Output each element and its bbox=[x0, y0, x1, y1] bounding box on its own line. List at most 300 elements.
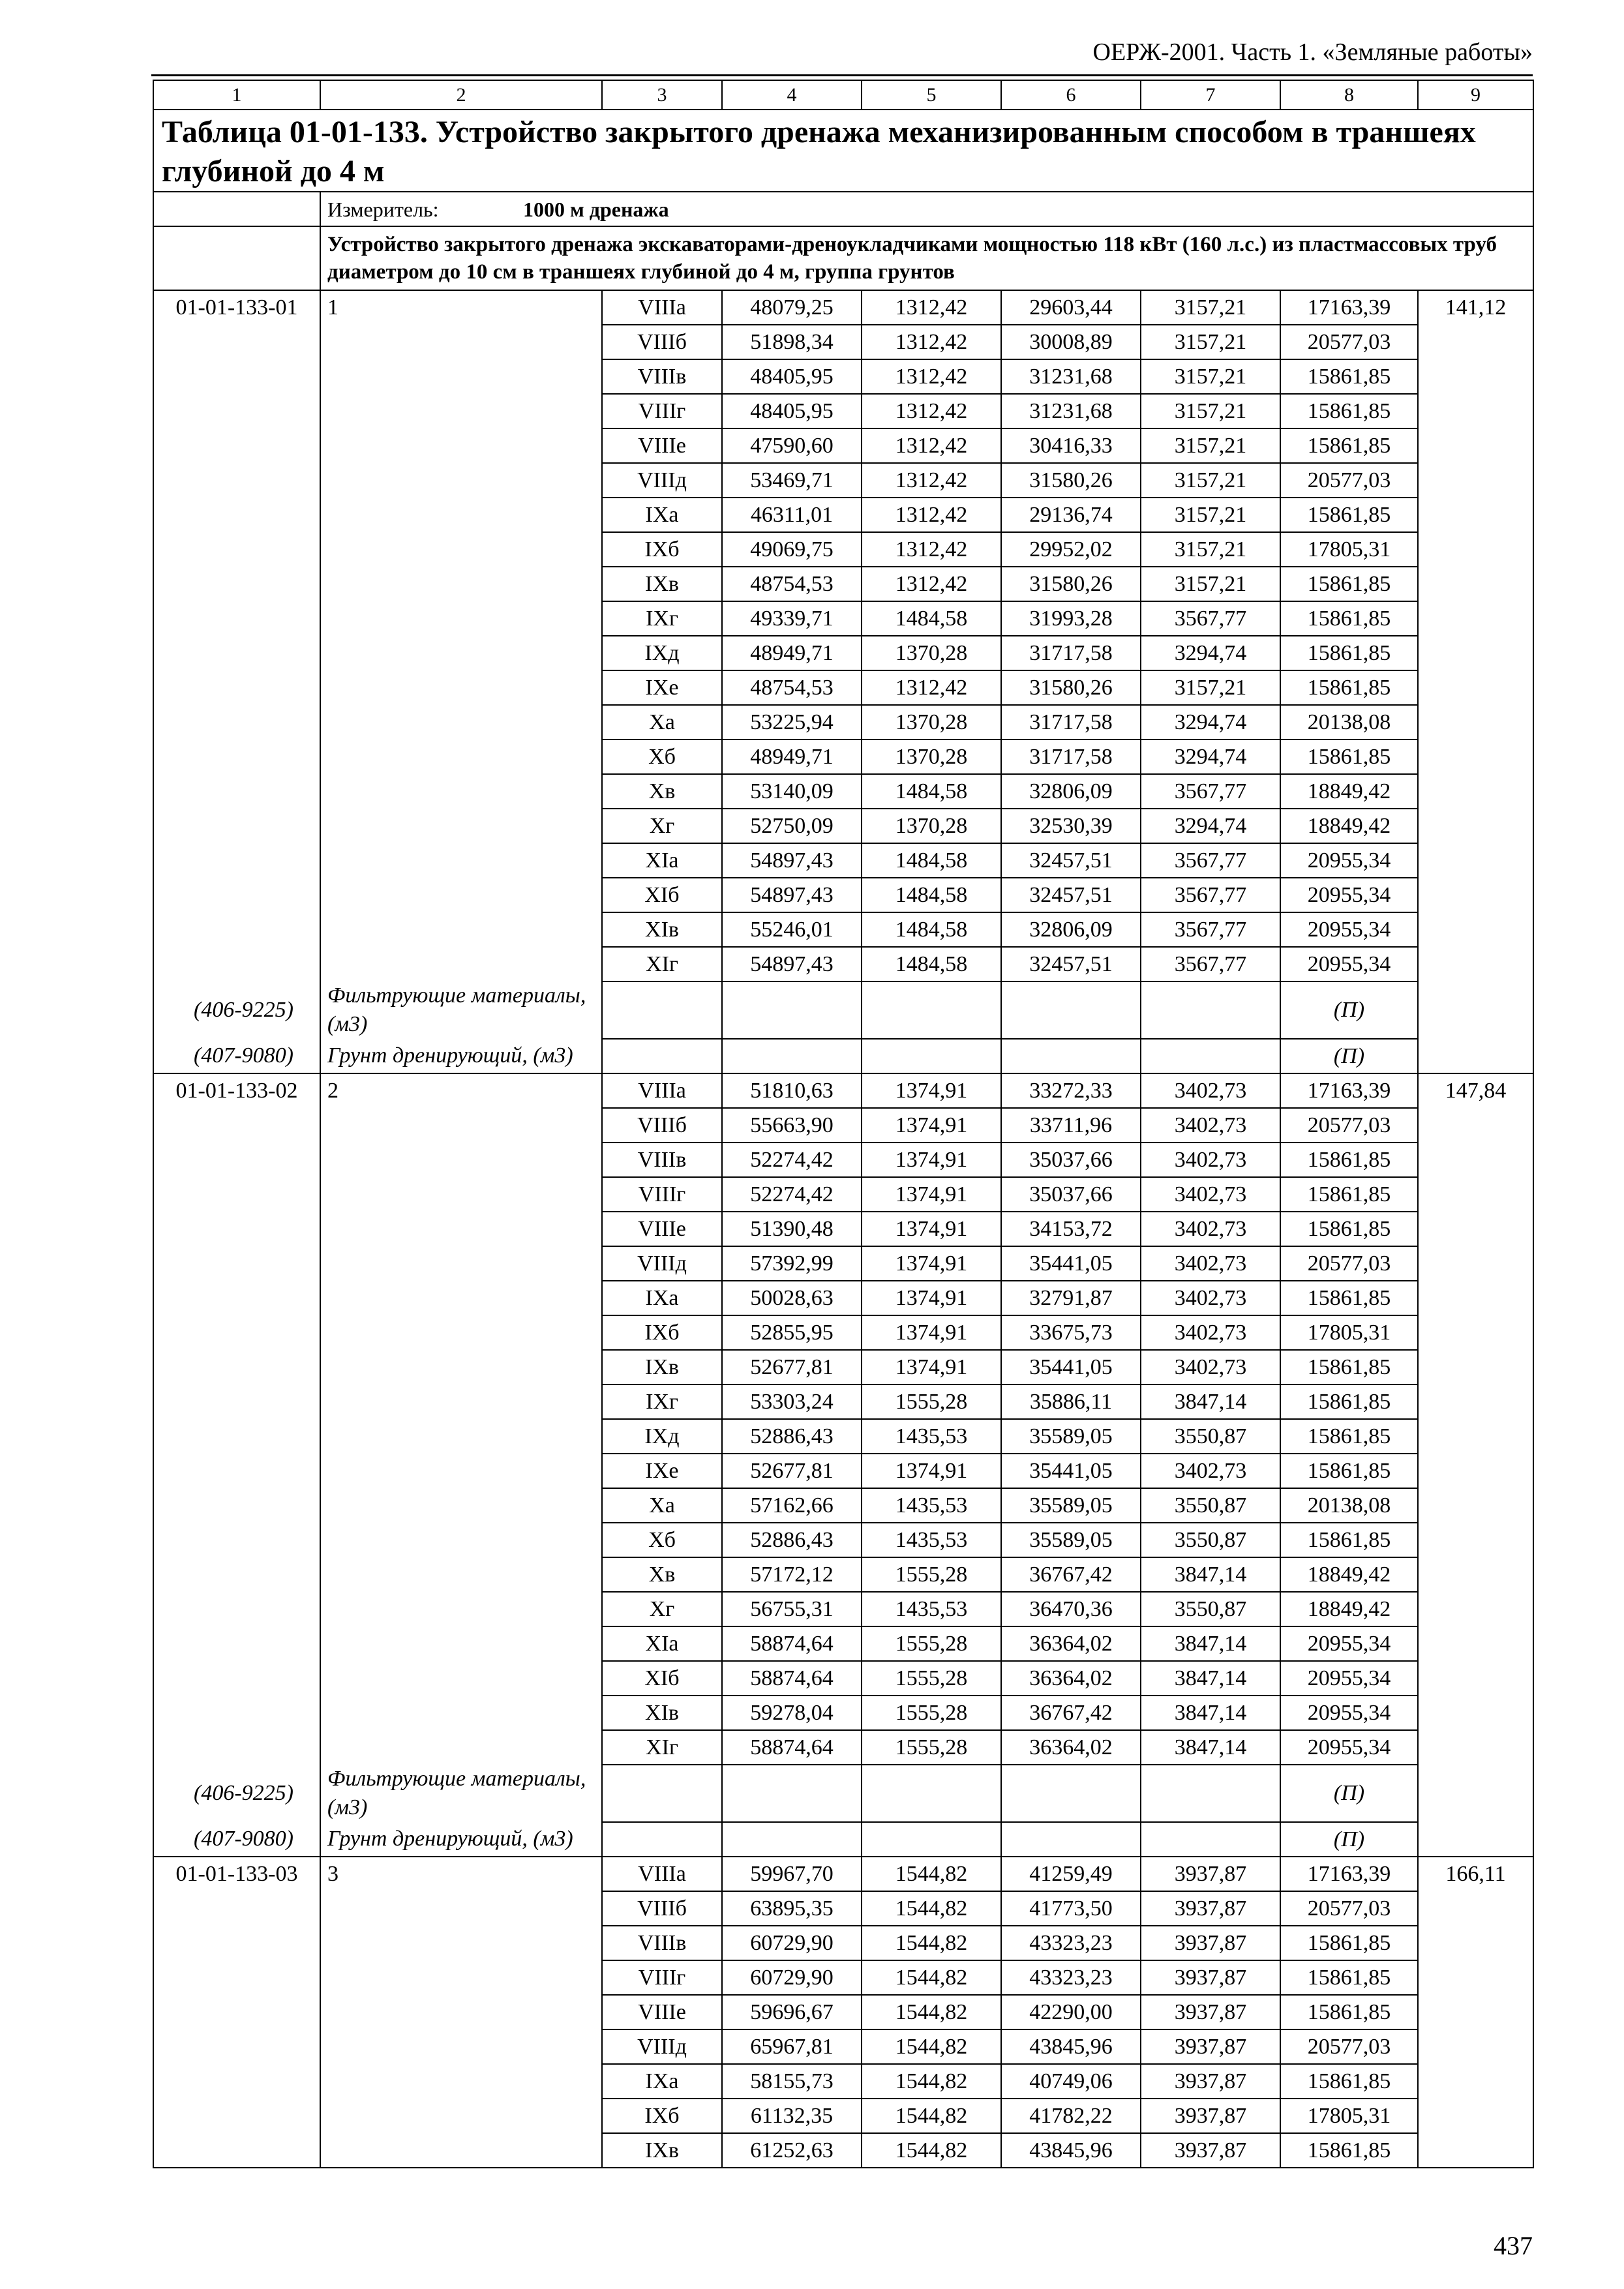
value-cell: 40749,06 bbox=[1001, 2064, 1141, 2099]
value-cell: 3550,87 bbox=[1141, 1488, 1280, 1523]
table-row bbox=[153, 1696, 1533, 1730]
value-cell: 1374,91 bbox=[862, 1350, 1001, 1384]
value-cell: 3567,77 bbox=[1141, 878, 1280, 912]
soil-group: VIIIа bbox=[602, 1073, 722, 1108]
value-cell: 53469,71 bbox=[722, 463, 862, 498]
extra-cell bbox=[1418, 1212, 1533, 1246]
value-cell: 54897,43 bbox=[722, 947, 862, 981]
position-cell bbox=[320, 1281, 602, 1315]
code-cell bbox=[153, 325, 320, 359]
table-row bbox=[153, 947, 1533, 981]
value-cell: 51810,63 bbox=[722, 1073, 862, 1108]
value-cell: 61132,35 bbox=[722, 2099, 862, 2133]
value-cell: 48405,95 bbox=[722, 359, 862, 394]
empty-cell bbox=[602, 1039, 722, 1073]
resource-row bbox=[153, 1822, 1533, 1857]
value-cell: 1312,42 bbox=[862, 325, 1001, 359]
code-cell bbox=[153, 2133, 320, 2168]
value-cell: 15861,85 bbox=[1280, 1350, 1418, 1384]
soil-group: Xв bbox=[602, 1557, 722, 1592]
value-cell: 15861,85 bbox=[1280, 1454, 1418, 1488]
value-cell: 1484,58 bbox=[862, 843, 1001, 878]
value-cell: 15861,85 bbox=[1280, 1419, 1418, 1454]
value-cell: 60729,90 bbox=[722, 1926, 862, 1960]
value-cell: 43845,96 bbox=[1001, 2029, 1141, 2064]
value-cell: 51390,48 bbox=[722, 1212, 862, 1246]
position-cell bbox=[320, 636, 602, 670]
table-row bbox=[153, 1350, 1533, 1384]
value-cell: 20955,34 bbox=[1280, 1661, 1418, 1696]
table-row bbox=[153, 1073, 1533, 1108]
value-cell: 20577,03 bbox=[1280, 325, 1418, 359]
value-cell: 59696,67 bbox=[722, 1995, 862, 2029]
code-cell bbox=[153, 2029, 320, 2064]
resource-unit: (П) bbox=[1280, 1765, 1418, 1822]
position-cell bbox=[320, 1315, 602, 1350]
table-row bbox=[153, 878, 1533, 912]
value-cell: 36767,42 bbox=[1001, 1696, 1141, 1730]
value-cell: 3402,73 bbox=[1141, 1177, 1280, 1212]
extra-cell bbox=[1418, 1626, 1533, 1661]
value-cell: 1435,53 bbox=[862, 1592, 1001, 1626]
value-cell: 61252,63 bbox=[722, 2133, 862, 2168]
table-row bbox=[153, 498, 1533, 532]
empty-cell bbox=[862, 1039, 1001, 1073]
running-header: ОЕРЖ-2001. Часть 1. «Земляные работы» bbox=[1092, 38, 1533, 66]
value-cell: 15861,85 bbox=[1280, 1995, 1418, 2029]
extra-cell bbox=[1418, 636, 1533, 670]
value-cell: 35441,05 bbox=[1001, 1454, 1141, 1488]
position-cell: 1 bbox=[320, 290, 602, 325]
soil-group: IXд bbox=[602, 636, 722, 670]
position-cell bbox=[320, 809, 602, 843]
extra-cell bbox=[1418, 532, 1533, 567]
table-row bbox=[153, 705, 1533, 740]
extra-cell bbox=[1418, 1246, 1533, 1281]
soil-group: VIIIе bbox=[602, 428, 722, 463]
position-cell: 2 bbox=[320, 1073, 602, 1108]
value-cell: 32457,51 bbox=[1001, 878, 1141, 912]
value-cell: 1555,28 bbox=[862, 1626, 1001, 1661]
empty-cell bbox=[1141, 1765, 1280, 1822]
position-cell bbox=[320, 1730, 602, 1765]
table-row bbox=[153, 2029, 1533, 2064]
table-title: Таблица 01-01-133. Устройство закрытого дренажа механизированным способом в траншеях глубиной до 4 м bbox=[153, 110, 1533, 192]
code-cell: 01-01-133-02 bbox=[153, 1073, 320, 1108]
position-cell bbox=[320, 1661, 602, 1696]
soil-group: VIIIв bbox=[602, 359, 722, 394]
soil-group: VIIIе bbox=[602, 1212, 722, 1246]
soil-group: VIIIг bbox=[602, 1960, 722, 1995]
value-cell: 3294,74 bbox=[1141, 636, 1280, 670]
value-cell: 15861,85 bbox=[1280, 670, 1418, 705]
value-cell: 55663,90 bbox=[722, 1108, 862, 1143]
value-cell: 3937,87 bbox=[1141, 2099, 1280, 2133]
value-cell: 1370,28 bbox=[862, 636, 1001, 670]
value-cell: 18849,42 bbox=[1280, 774, 1418, 809]
value-cell: 56755,31 bbox=[722, 1592, 862, 1626]
code-cell bbox=[153, 359, 320, 394]
position-cell bbox=[320, 912, 602, 947]
value-cell: 1484,58 bbox=[862, 601, 1001, 636]
column-number: 9 bbox=[1418, 80, 1533, 110]
value-cell: 20138,08 bbox=[1280, 705, 1418, 740]
position-cell bbox=[320, 740, 602, 774]
position-cell bbox=[320, 1926, 602, 1960]
value-cell: 1374,91 bbox=[862, 1143, 1001, 1177]
code-cell: 01-01-133-01 bbox=[153, 290, 320, 325]
value-cell: 32806,09 bbox=[1001, 774, 1141, 809]
table-row bbox=[153, 601, 1533, 636]
value-cell: 29136,74 bbox=[1001, 498, 1141, 532]
extra-cell bbox=[1418, 1891, 1533, 1926]
value-cell: 15861,85 bbox=[1280, 1960, 1418, 1995]
value-cell: 3567,77 bbox=[1141, 947, 1280, 981]
code-cell bbox=[153, 2064, 320, 2099]
code-cell bbox=[153, 1419, 320, 1454]
value-cell: 15861,85 bbox=[1280, 601, 1418, 636]
extra-cell bbox=[1418, 1765, 1533, 1822]
table-row bbox=[153, 1592, 1533, 1626]
soil-group: VIIIе bbox=[602, 1995, 722, 2029]
extra-cell bbox=[1418, 981, 1533, 1039]
value-cell: 32791,87 bbox=[1001, 1281, 1141, 1315]
position-cell bbox=[320, 1384, 602, 1419]
value-cell: 3847,14 bbox=[1141, 1730, 1280, 1765]
resource-row bbox=[153, 981, 1533, 1039]
value-cell: 20955,34 bbox=[1280, 1696, 1418, 1730]
soil-group: Xб bbox=[602, 1523, 722, 1557]
code-cell bbox=[153, 1592, 320, 1626]
soil-group: XIг bbox=[602, 1730, 722, 1765]
description-spacer bbox=[153, 226, 320, 290]
value-cell: 15861,85 bbox=[1280, 394, 1418, 428]
value-cell: 46311,01 bbox=[722, 498, 862, 532]
value-cell: 58155,73 bbox=[722, 2064, 862, 2099]
value-cell: 15861,85 bbox=[1280, 1281, 1418, 1315]
value-cell: 18849,42 bbox=[1280, 1592, 1418, 1626]
empty-cell bbox=[1141, 1039, 1280, 1073]
soil-group: VIIIб bbox=[602, 325, 722, 359]
value-cell: 1544,82 bbox=[862, 2133, 1001, 2168]
position-cell bbox=[320, 2064, 602, 2099]
extra-cell bbox=[1418, 1557, 1533, 1592]
description-row bbox=[153, 226, 1533, 290]
empty-cell bbox=[602, 1765, 722, 1822]
code-cell bbox=[153, 1661, 320, 1696]
column-number: 8 bbox=[1280, 80, 1418, 110]
soil-group: IXе bbox=[602, 670, 722, 705]
table-row bbox=[153, 843, 1533, 878]
position-cell bbox=[320, 601, 602, 636]
soil-group: Xа bbox=[602, 1488, 722, 1523]
value-cell: 57172,12 bbox=[722, 1557, 862, 1592]
soil-group: VIIIв bbox=[602, 1926, 722, 1960]
extra-cell bbox=[1418, 498, 1533, 532]
position-cell bbox=[320, 1995, 602, 2029]
value-cell: 1370,28 bbox=[862, 809, 1001, 843]
code-cell bbox=[153, 532, 320, 567]
resource-unit: (П) bbox=[1280, 1039, 1418, 1073]
value-cell: 48754,53 bbox=[722, 567, 862, 601]
value-cell: 3550,87 bbox=[1141, 1419, 1280, 1454]
extra-cell: 147,84 bbox=[1418, 1073, 1533, 1108]
value-cell: 1435,53 bbox=[862, 1419, 1001, 1454]
code-cell bbox=[153, 1995, 320, 2029]
soil-group: VIIIг bbox=[602, 1177, 722, 1212]
value-cell: 3402,73 bbox=[1141, 1108, 1280, 1143]
value-cell: 3402,73 bbox=[1141, 1143, 1280, 1177]
value-cell: 58874,64 bbox=[722, 1661, 862, 1696]
value-cell: 20138,08 bbox=[1280, 1488, 1418, 1523]
soil-group: Xг bbox=[602, 1592, 722, 1626]
value-cell: 3157,21 bbox=[1141, 670, 1280, 705]
value-cell: 17163,39 bbox=[1280, 1073, 1418, 1108]
value-cell: 57392,99 bbox=[722, 1246, 862, 1281]
value-cell: 3847,14 bbox=[1141, 1661, 1280, 1696]
code-cell bbox=[153, 463, 320, 498]
table-row bbox=[153, 1384, 1533, 1419]
value-cell: 58874,64 bbox=[722, 1626, 862, 1661]
value-cell: 31717,58 bbox=[1001, 705, 1141, 740]
value-cell: 3402,73 bbox=[1141, 1073, 1280, 1108]
value-cell: 3294,74 bbox=[1141, 705, 1280, 740]
value-cell: 32457,51 bbox=[1001, 947, 1141, 981]
table-row bbox=[153, 463, 1533, 498]
value-cell: 3294,74 bbox=[1141, 740, 1280, 774]
extra-cell bbox=[1418, 359, 1533, 394]
extra-cell bbox=[1418, 1995, 1533, 2029]
value-cell: 15861,85 bbox=[1280, 498, 1418, 532]
soil-group: VIIIб bbox=[602, 1891, 722, 1926]
measure-cell bbox=[320, 192, 1533, 226]
extra-cell bbox=[1418, 878, 1533, 912]
value-cell: 43323,23 bbox=[1001, 1960, 1141, 1995]
code-cell bbox=[153, 394, 320, 428]
code-cell bbox=[153, 1350, 320, 1384]
code-cell bbox=[153, 1557, 320, 1592]
value-cell: 1312,42 bbox=[862, 359, 1001, 394]
soil-group: VIIIб bbox=[602, 1108, 722, 1143]
value-cell: 1312,42 bbox=[862, 290, 1001, 325]
value-cell: 1435,53 bbox=[862, 1488, 1001, 1523]
value-cell: 17805,31 bbox=[1280, 2099, 1418, 2133]
value-cell: 1435,53 bbox=[862, 1523, 1001, 1557]
value-cell: 48949,71 bbox=[722, 740, 862, 774]
column-number: 4 bbox=[722, 80, 862, 110]
value-cell: 15861,85 bbox=[1280, 567, 1418, 601]
value-cell: 52855,95 bbox=[722, 1315, 862, 1350]
table-row bbox=[153, 1419, 1533, 1454]
value-cell: 20577,03 bbox=[1280, 1108, 1418, 1143]
value-cell: 32530,39 bbox=[1001, 809, 1141, 843]
value-cell: 55246,01 bbox=[722, 912, 862, 947]
soil-group: XIв bbox=[602, 1696, 722, 1730]
extra-cell bbox=[1418, 567, 1533, 601]
table-row bbox=[153, 359, 1533, 394]
value-cell: 3937,87 bbox=[1141, 2133, 1280, 2168]
value-cell: 15861,85 bbox=[1280, 359, 1418, 394]
value-cell: 3402,73 bbox=[1141, 1350, 1280, 1384]
soil-group: IXг bbox=[602, 1384, 722, 1419]
resource-name: Фильтрующие материалы, (м3) bbox=[320, 1765, 602, 1822]
table-row bbox=[153, 1557, 1533, 1592]
empty-cell bbox=[862, 981, 1001, 1039]
column-number: 3 bbox=[602, 80, 722, 110]
value-cell: 65967,81 bbox=[722, 2029, 862, 2064]
value-cell: 15861,85 bbox=[1280, 1926, 1418, 1960]
extra-cell bbox=[1418, 1315, 1533, 1350]
value-cell: 3294,74 bbox=[1141, 809, 1280, 843]
table-row bbox=[153, 670, 1533, 705]
code-cell bbox=[153, 567, 320, 601]
position-cell bbox=[320, 705, 602, 740]
value-cell: 60729,90 bbox=[722, 1960, 862, 1995]
value-cell: 15861,85 bbox=[1280, 1384, 1418, 1419]
extra-cell bbox=[1418, 670, 1533, 705]
code-cell bbox=[153, 601, 320, 636]
value-cell: 3157,21 bbox=[1141, 325, 1280, 359]
value-cell: 15861,85 bbox=[1280, 1177, 1418, 1212]
table-row bbox=[153, 1730, 1533, 1765]
soil-group: XIа bbox=[602, 1626, 722, 1661]
table-row bbox=[153, 325, 1533, 359]
value-cell: 1312,42 bbox=[862, 428, 1001, 463]
value-cell: 52274,42 bbox=[722, 1177, 862, 1212]
value-cell: 20577,03 bbox=[1280, 1891, 1418, 1926]
value-cell: 3937,87 bbox=[1141, 1891, 1280, 1926]
value-cell: 52750,09 bbox=[722, 809, 862, 843]
value-cell: 1312,42 bbox=[862, 567, 1001, 601]
value-cell: 3550,87 bbox=[1141, 1592, 1280, 1626]
value-cell: 15861,85 bbox=[1280, 2064, 1418, 2099]
value-cell: 1555,28 bbox=[862, 1696, 1001, 1730]
value-cell: 31580,26 bbox=[1001, 670, 1141, 705]
value-cell: 3157,21 bbox=[1141, 394, 1280, 428]
code-cell bbox=[153, 428, 320, 463]
code-cell bbox=[153, 1696, 320, 1730]
value-cell: 43845,96 bbox=[1001, 2133, 1141, 2168]
position-cell bbox=[320, 1246, 602, 1281]
value-cell: 41782,22 bbox=[1001, 2099, 1141, 2133]
value-cell: 1374,91 bbox=[862, 1315, 1001, 1350]
value-cell: 20577,03 bbox=[1280, 2029, 1418, 2064]
value-cell: 52677,81 bbox=[722, 1454, 862, 1488]
position-cell bbox=[320, 1696, 602, 1730]
code-cell bbox=[153, 740, 320, 774]
value-cell: 3567,77 bbox=[1141, 774, 1280, 809]
value-cell: 3847,14 bbox=[1141, 1557, 1280, 1592]
table-row bbox=[153, 567, 1533, 601]
value-cell: 1312,42 bbox=[862, 670, 1001, 705]
position-cell bbox=[320, 2029, 602, 2064]
value-cell: 35037,66 bbox=[1001, 1177, 1141, 1212]
value-cell: 1544,82 bbox=[862, 1960, 1001, 1995]
value-cell: 48754,53 bbox=[722, 670, 862, 705]
value-cell: 18849,42 bbox=[1280, 809, 1418, 843]
soil-group: IXв bbox=[602, 2133, 722, 2168]
value-cell: 3567,77 bbox=[1141, 601, 1280, 636]
code-cell bbox=[153, 843, 320, 878]
soil-group: XIб bbox=[602, 878, 722, 912]
value-cell: 42290,00 bbox=[1001, 1995, 1141, 2029]
value-cell: 29603,44 bbox=[1001, 290, 1141, 325]
resource-row bbox=[153, 1039, 1533, 1073]
extra-cell bbox=[1418, 601, 1533, 636]
code-cell bbox=[153, 1730, 320, 1765]
empty-cell bbox=[1001, 981, 1141, 1039]
extra-cell bbox=[1418, 843, 1533, 878]
extra-cell bbox=[1418, 428, 1533, 463]
soil-group: IXв bbox=[602, 1350, 722, 1384]
value-cell: 1312,42 bbox=[862, 463, 1001, 498]
code-cell bbox=[153, 1926, 320, 1960]
value-cell: 31231,68 bbox=[1001, 394, 1141, 428]
table-row bbox=[153, 809, 1533, 843]
value-cell: 33675,73 bbox=[1001, 1315, 1141, 1350]
soil-group: Xа bbox=[602, 705, 722, 740]
position-cell bbox=[320, 1557, 602, 1592]
position-cell bbox=[320, 1592, 602, 1626]
value-cell: 36364,02 bbox=[1001, 1661, 1141, 1696]
table-row bbox=[153, 1661, 1533, 1696]
value-cell: 15861,85 bbox=[1280, 428, 1418, 463]
value-cell: 1374,91 bbox=[862, 1108, 1001, 1143]
value-cell: 1370,28 bbox=[862, 740, 1001, 774]
value-cell: 51898,34 bbox=[722, 325, 862, 359]
value-cell: 3937,87 bbox=[1141, 2064, 1280, 2099]
value-cell: 3157,21 bbox=[1141, 532, 1280, 567]
extra-cell bbox=[1418, 705, 1533, 740]
extra-cell bbox=[1418, 1822, 1533, 1857]
value-cell: 52274,42 bbox=[722, 1143, 862, 1177]
resource-code: (406-9225) bbox=[153, 981, 320, 1039]
extra-cell bbox=[1418, 1730, 1533, 1765]
code-cell bbox=[153, 1960, 320, 1995]
value-cell: 1370,28 bbox=[862, 705, 1001, 740]
soil-group: IXа bbox=[602, 498, 722, 532]
resource-name: Фильтрующие материалы, (м3) bbox=[320, 981, 602, 1039]
value-cell: 53225,94 bbox=[722, 705, 862, 740]
soil-group: IXб bbox=[602, 2099, 722, 2133]
value-cell: 3937,87 bbox=[1141, 1995, 1280, 2029]
position-cell bbox=[320, 567, 602, 601]
soil-group: IXв bbox=[602, 567, 722, 601]
table-row bbox=[153, 1281, 1533, 1315]
soil-group: VIIIд bbox=[602, 2029, 722, 2064]
column-number: 5 bbox=[862, 80, 1001, 110]
code-cell bbox=[153, 670, 320, 705]
soil-group: IXа bbox=[602, 1281, 722, 1315]
value-cell: 49339,71 bbox=[722, 601, 862, 636]
value-cell: 3937,87 bbox=[1141, 1960, 1280, 1995]
value-cell: 3157,21 bbox=[1141, 463, 1280, 498]
extra-cell bbox=[1418, 2029, 1533, 2064]
value-cell: 1484,58 bbox=[862, 912, 1001, 947]
resource-code: (406-9225) bbox=[153, 1765, 320, 1822]
value-cell: 57162,66 bbox=[722, 1488, 862, 1523]
code-cell bbox=[153, 774, 320, 809]
page-number: 437 bbox=[1494, 2231, 1533, 2260]
position-cell bbox=[320, 498, 602, 532]
value-cell: 3937,87 bbox=[1141, 1926, 1280, 1960]
soil-group: IXг bbox=[602, 601, 722, 636]
value-cell: 36767,42 bbox=[1001, 1557, 1141, 1592]
column-number: 7 bbox=[1141, 80, 1280, 110]
value-cell: 20955,34 bbox=[1280, 843, 1418, 878]
value-cell: 20955,34 bbox=[1280, 1730, 1418, 1765]
value-cell: 1544,82 bbox=[862, 2099, 1001, 2133]
